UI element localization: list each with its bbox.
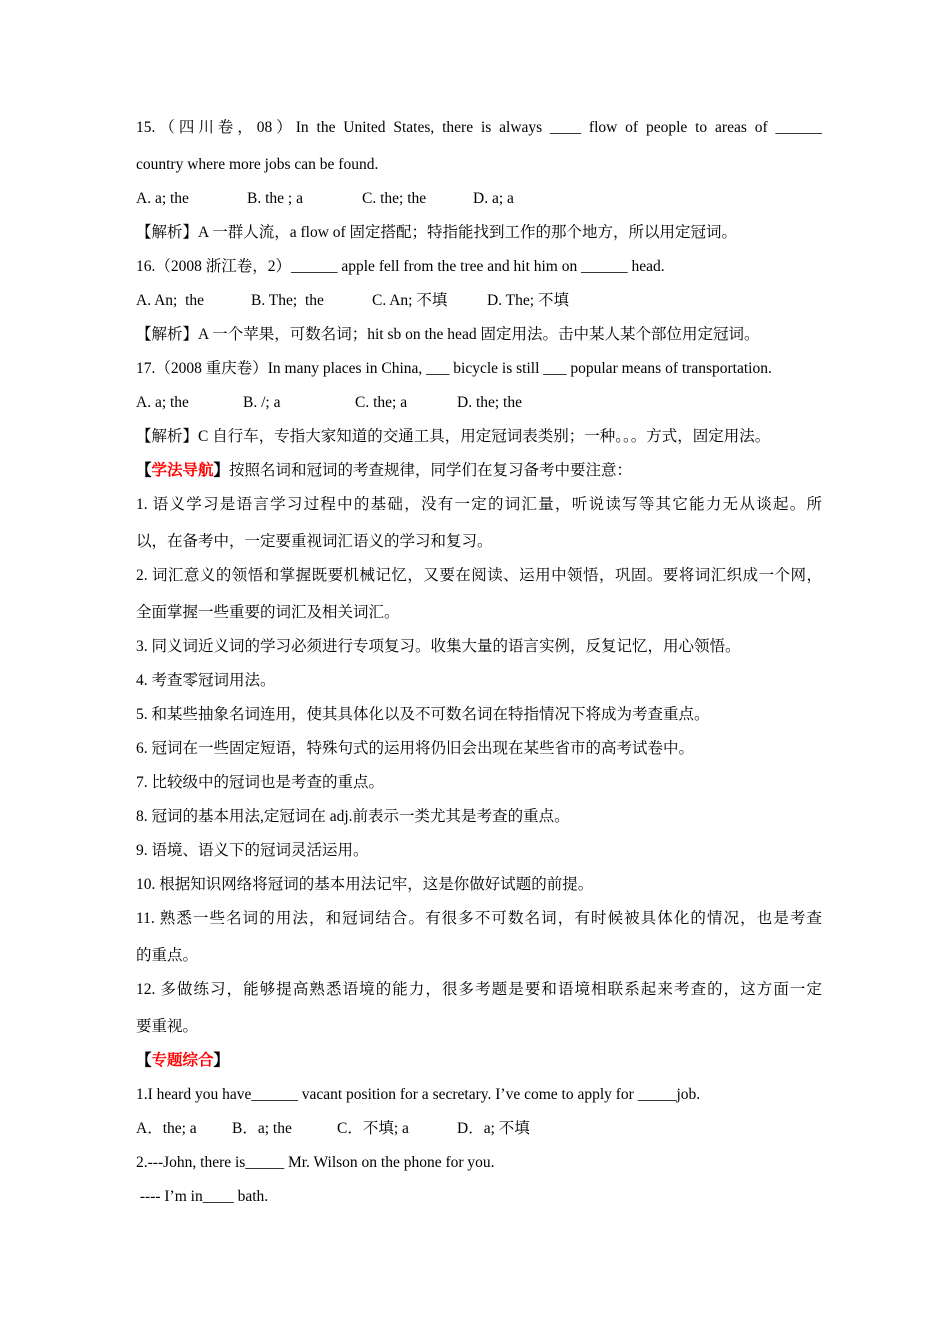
q17-option-d: D. the; the [457, 394, 522, 411]
synthesis-q1-option-c: C．不填; a [337, 1120, 409, 1137]
q17-analysis-text: C 自行车，专指大家知道的交通工具，用定冠词表类别；一种。。。方式，固定用法。 [198, 428, 771, 445]
guide-item-3: 3. 同义词近义词的学习必须进行专项复习。收集大量的语言实例，反复记忆，用心领悟。 [136, 638, 741, 655]
q15-option-b: B. the ; a [247, 190, 303, 207]
synthesis-q2-line-2: ---- I’m in____ bath. [136, 1188, 269, 1205]
q15-analysis-text: A 一群人流，a flow of 固定搭配；特指能找到工作的那个地方，所以用定冠词。 [198, 224, 738, 241]
synthesis-q1-option-a: A．the; a [136, 1120, 197, 1137]
q17-analysis [136, 427, 822, 447]
guide-item-1-line-1: 1. 语义学习是语言学习过程中的基础，没有一定的词汇量，听说读写等其它能力无从谈起。所 [136, 496, 822, 513]
guide-heading [136, 461, 822, 481]
q15-options [136, 189, 822, 209]
q16-option-c: C. An; 不填 [372, 292, 448, 309]
guide-item-2-line-1: 2. 词汇意义的领悟和掌握既要机械记忆，又要在阅读、运用中领悟，巩固。要将词汇织成一个网， [136, 567, 822, 584]
guide-intro: 按照名词和冠词的考查规律，同学们在复习备考中要注意： [229, 462, 633, 479]
synthesis-bracket-close: 】 [213, 1052, 230, 1069]
q16-line-1: 16.（2008 浙江卷，2）______ apple fell from the tree and hit him on ______ head. [136, 258, 665, 275]
analysis-tag: 【解析】 [136, 428, 199, 445]
guide-item-1-line-2: 以，在备考中，一定要重视词汇语义的学习和复习。 [136, 533, 493, 550]
q17-line-1: 17.（2008 重庆卷）In many places in China, ___ bicycle is still ___ popular means of transportation. [136, 360, 772, 377]
guide-item-4: 4. 考查零冠词用法。 [136, 672, 276, 689]
guide-item-11-line-2: 的重点。 [136, 947, 199, 964]
q17-option-c: C. the; a [355, 394, 408, 411]
q17-option-a: A. a; the [136, 394, 189, 411]
synthesis-bracket-open: 【 [136, 1052, 152, 1069]
synthesis-q1-option-b: B．a; the [232, 1120, 292, 1137]
guide-item-5: 5. 和某些抽象名词连用，使其具体化以及不可数名词在特指情况下将成为考查重点。 [136, 706, 710, 723]
q15-line-2: country where more jobs can be found. [136, 156, 379, 173]
guide-item-10: 10. 根据知识网络将冠词的基本用法记牢，这是你做好试题的前提。 [136, 876, 594, 893]
q15-option-a: A. a; the [136, 190, 189, 207]
synthesis-q1-options [136, 1119, 822, 1139]
synthesis-q1-line-1: 1.I heard you have______ vacant position for a secretary. I’ve come to apply for _____job. [136, 1086, 701, 1103]
guide-bracket-open: 【 [136, 462, 152, 479]
guide-title: 学法导航 [151, 462, 214, 479]
guide-item-12-line-1: 12. 多做练习，能够提高熟悉语境的能力，很多考题是要和语境相联系起来考查的，这方面一定 [136, 981, 822, 998]
q16-analysis-text: A 一个苹果，可数名词；hit sb on the head 固定用法。击中某人某个部位用定冠词。 [198, 326, 760, 343]
synthesis-q2-line-1: 2.---John, there is_____ Mr. Wilson on the phone for you. [136, 1154, 495, 1171]
guide-item-12-line-2: 要重视。 [136, 1018, 199, 1035]
guide-item-2-line-2: 全面掌握一些重要的词汇及相关词汇。 [136, 604, 400, 621]
guide-item-11-line-1: 11. 熟悉一些名词的用法，和冠词结合。有很多不可数名词，有时候被具体化的情况，也是考查 [136, 910, 822, 927]
guide-bracket-close: 】 [213, 462, 230, 479]
document-page [136, 118, 822, 1207]
analysis-tag: 【解析】 [136, 224, 199, 241]
guide-item-7: 7. 比较级中的冠词也是考查的重点。 [136, 774, 385, 791]
q16-option-d: D. The; 不填 [487, 292, 569, 309]
analysis-tag: 【解析】 [136, 326, 199, 343]
q17-options [136, 393, 822, 413]
q15-option-c: C. the; the [362, 190, 427, 207]
q17-option-b: B. /; a [243, 394, 281, 411]
q16-option-a: A. An; the [136, 292, 205, 309]
q15-line-1: 15.（四川卷，08）In the United States, there is always ____ flow of people to areas of ______ [136, 119, 822, 136]
guide-item-9: 9. 语境、语义下的冠词灵活运用。 [136, 842, 369, 859]
synthesis-heading [136, 1051, 822, 1071]
q15-analysis [136, 223, 822, 243]
q16-analysis [136, 325, 822, 345]
guide-item-6: 6. 冠词在一些固定短语，特殊句式的运用将仍旧会出现在某些省市的高考试卷中。 [136, 740, 695, 757]
synthesis-title: 专题综合 [151, 1052, 214, 1069]
guide-item-8: 8. 冠词的基本用法,定冠词在 adj.前表示一类尤其是考查的重点。 [136, 808, 570, 825]
q16-options [136, 291, 822, 311]
synthesis-q1-option-d: D．a; 不填 [457, 1120, 530, 1137]
q15-option-d: D. a; a [473, 190, 514, 207]
q16-option-b: B. The; the [251, 292, 324, 309]
